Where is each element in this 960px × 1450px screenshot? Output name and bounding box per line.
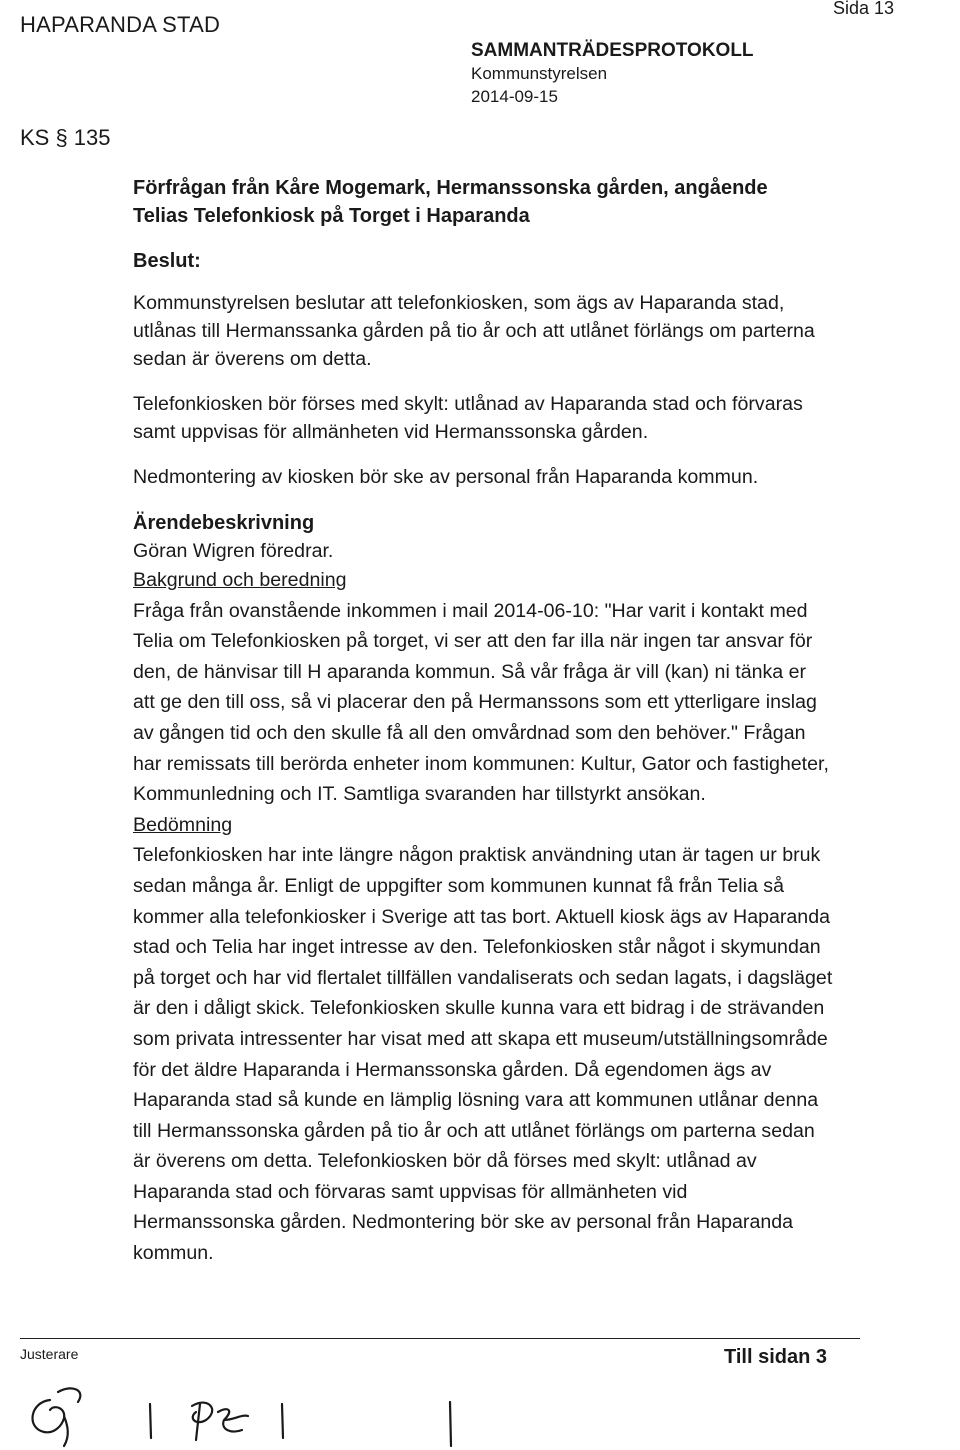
document-type: SAMMANTRÄDESPROTOKOLL [471, 40, 754, 61]
header-center [471, 40, 754, 108]
document-body [133, 174, 833, 1269]
municipality-name: HAPARANDA STAD [20, 12, 221, 37]
beslut-paragraph-1: Kommunstyrelsen beslutar att telefonkiosken, som ägs av Haparanda stad, utlånas till Hermanssanka gården på tio år och att utlånet förlängs om parterna sedan är överens om detta. [133, 292, 815, 370]
bakgrund-text: Fråga från ovanstående inkommen i mail 2014-06-10: "Har varit i kontakt med Telia om Telefonkiosken på torget, vi ser att den far illa när ingen tar ansvar för den, de hänvisar till H aparanda kommun. Så vår fråga är vill (kan) ni tänka er att ge den till oss, så vi placerar den på Hermanssons som ett ytterligare inslag av gången tid och den skulle få all den omvårdnad som den behöver." Frågan har remissats till berörda enheter inom kommunen: Kultur, Gator och fastigheter, Kommunledning och IT. Samtliga svaranden har tillstyrkt ansökan. [133, 599, 829, 806]
committee-name: Kommunstyrelsen [471, 64, 608, 83]
bakgrund-heading: Bakgrund och beredning [133, 569, 347, 591]
bedomning-heading: Bedömning [133, 813, 233, 836]
beslut-paragraph-3: Nedmontering av kiosken bör ske av personal från Haparanda kommun. [133, 466, 759, 488]
bakgrund-section [133, 565, 833, 1269]
section-number: KS § 135 [20, 125, 111, 150]
handwritten-initials-signature [20, 1370, 480, 1450]
beslut-heading: Beslut: [133, 250, 201, 272]
page-title-line-1: Förfrågan från Kåre Mogemark, Hermanssonska gården, angående [133, 177, 768, 199]
justerare-label: Justerare [20, 1346, 79, 1362]
presenter-line: Göran Wigren föredrar. [133, 540, 334, 562]
page-number: Sida 13 [832, 0, 894, 18]
page-title-line-2: Telias Telefonkiosk på Torget i Haparanda [133, 205, 530, 227]
beslut-paragraph-2: Telefonkiosken bör förses med skylt: utlånad av Haparanda stad och förvaras samt uppvisas för allmänheten vid Hermanssonska gården. [133, 393, 803, 443]
arendebeskrivning-heading: Ärendebeskrivning [133, 512, 315, 534]
footer-divider [20, 1338, 860, 1339]
bedomning-text: Telefonkiosken har inte längre någon praktisk användning utan är tagen ur bruk sedan många år. Enligt de uppgifter som kommunen kunnat få från Telia så kommer alla telefonkiosker i Sverige att tas bort. Aktuell kiosk ägs av Haparanda stad och Telia har inget intresse av den. Telefonkiosken står något i skymundan på torget och har vid flertalet tillfällen vandaliserats och sedan lagats, i dagsläget är den i dåligt skick. Telefonkiosken skulle kunna vara ett bidrag i de strävanden som privata intressenter har visat med att skapa ett museum/utställningsområde för det äldre Haparanda i Hermanssonska gården. Då egendomen ägs av Haparanda stad så kunde en lämplig lösning vara att kommunen utlånar denna till Hermanssonska gården på tio år och att utlånet förlängs om parterna sedan är överens om detta. Telefonkiosken bör då förses med skylt: utlånad av Haparanda stad och förvaras samt uppvisas för allmänheten vid Hermanssonska gården. Nedmontering bör ske av personal från Haparanda kommun. [133, 844, 833, 1265]
meeting-date: 2014-09-15 [471, 87, 558, 106]
till-sidan-label: Till sidan 3 [724, 1346, 827, 1368]
